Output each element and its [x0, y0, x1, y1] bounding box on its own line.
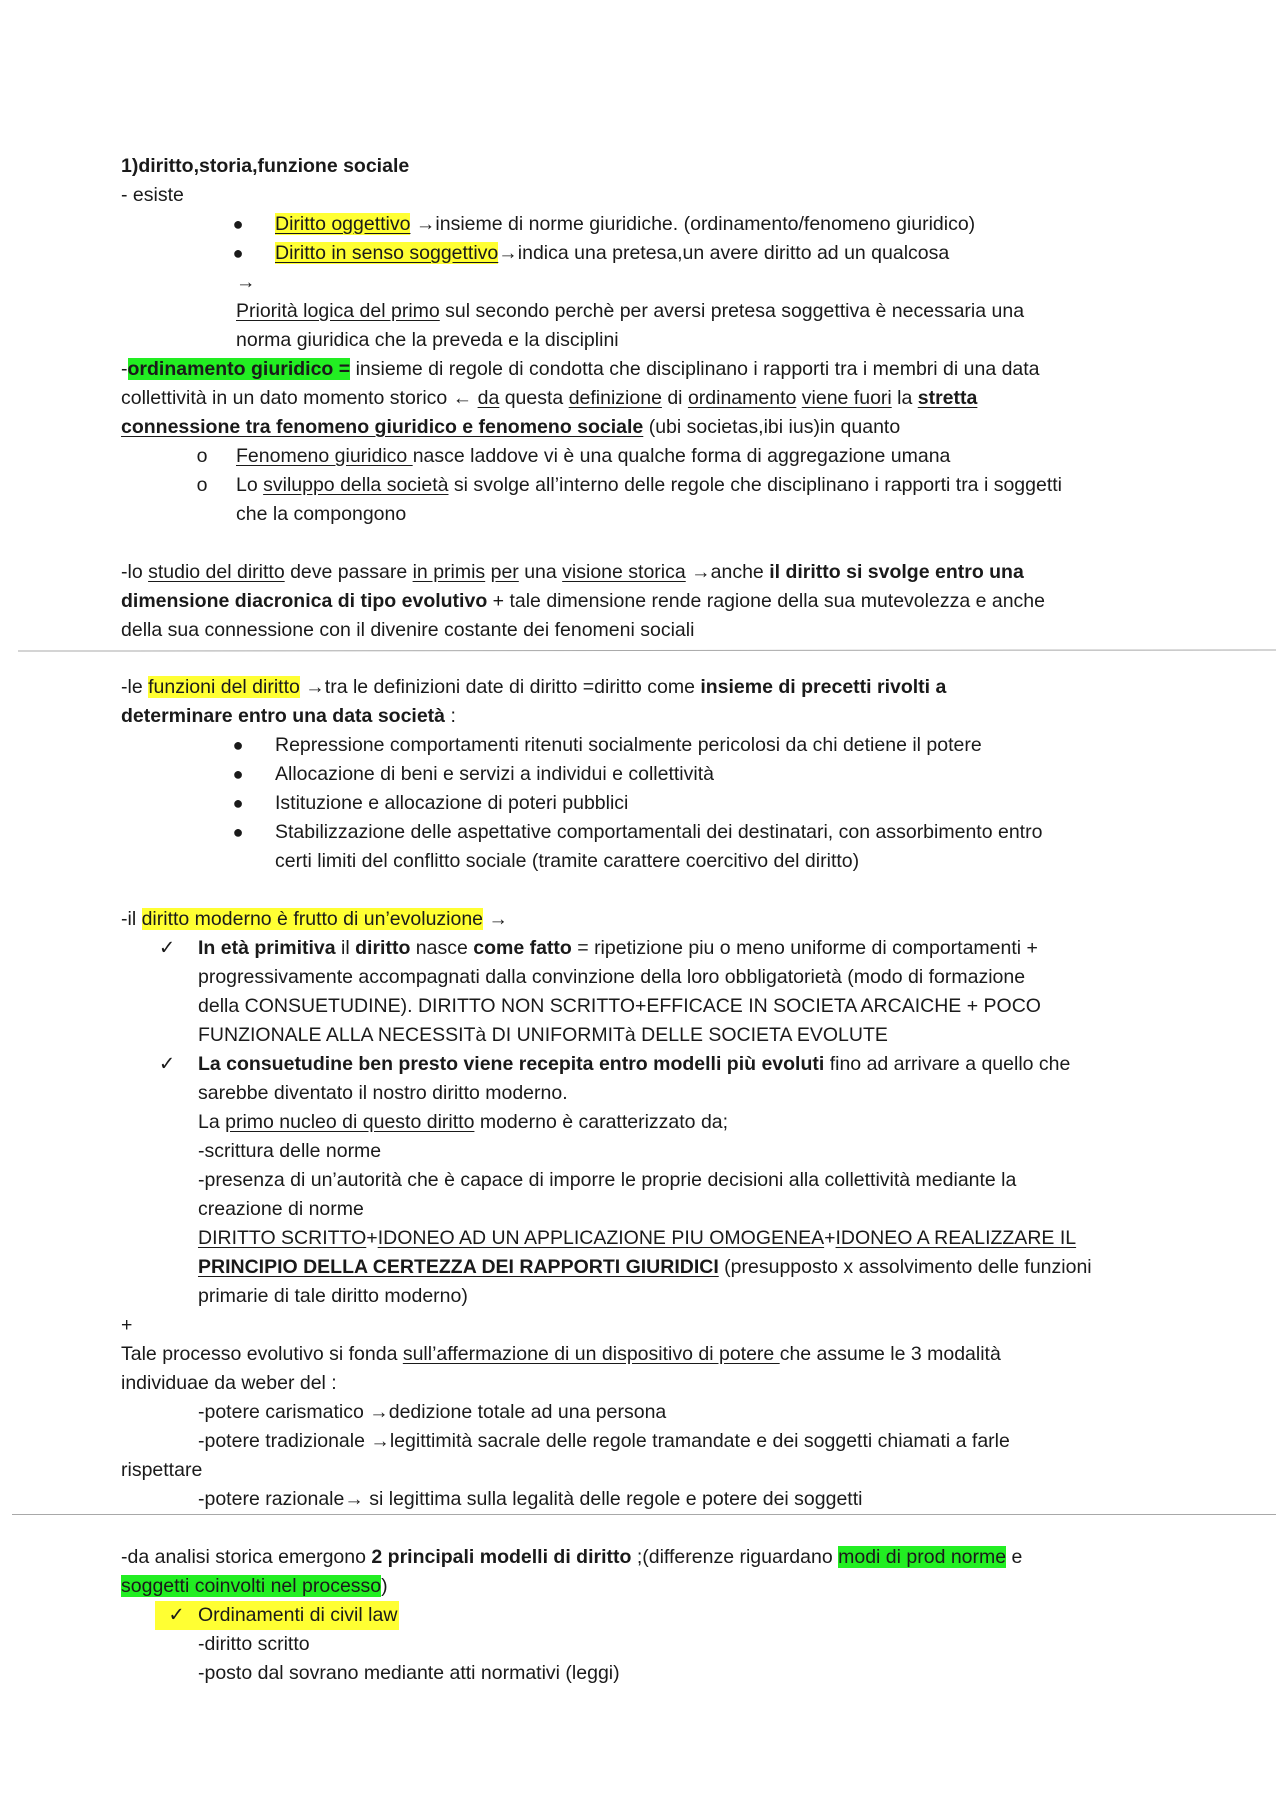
text-line: individuae da weber del : — [121, 1372, 337, 1394]
text-span: ;(differenze riguardano — [631, 1546, 839, 1568]
text-span: La — [198, 1111, 226, 1133]
highlight-funzioni: funzioni del diritto — [148, 676, 300, 698]
bullet-icon: ● — [232, 735, 244, 755]
bullet-icon: ● — [232, 764, 244, 784]
text-span: -lo — [121, 561, 149, 583]
check-icon: ✓ — [168, 1604, 185, 1626]
underlined-text: IDONEO AD UN APPLICAZIONE PIU OMOGENEA — [377, 1227, 825, 1249]
text-line: -scrittura delle norme — [198, 1140, 382, 1162]
bold-text: PRINCIPIO DELLA CERTEZZA DEI RAPPORTI GIURIDICI — [198, 1256, 719, 1278]
text-span: -le — [121, 676, 149, 698]
check-icon: ✓ — [158, 937, 176, 959]
text-span: nasce laddove vi è una qualche forma di aggregazione umana — [412, 445, 951, 467]
text-line-norma: norma giuridica che la preveda e la disciplini — [236, 329, 619, 351]
text-span: moderno è caratterizzato da; — [474, 1111, 729, 1133]
text-line: -diritto scritto — [198, 1633, 310, 1655]
bold-text: diritto — [355, 937, 411, 959]
text-line-razionale: -potere razionale→ si legittima sulla legalità delle regole e potere dei soggetti — [198, 1488, 863, 1510]
bold-text: insieme di precetti rivolti a — [700, 676, 947, 698]
text-span: →tra le definizioni date di diritto =diritto come — [299, 676, 701, 698]
text-line-soggetti — [121, 1572, 388, 1601]
horizontal-divider — [18, 649, 1276, 651]
bold-text: stretta — [917, 387, 978, 409]
circle-bullet-icon: o — [196, 445, 208, 467]
text-span: insieme di regole di condotta che disciplinano i rapporti tra i membri di una data — [350, 358, 1040, 380]
bullet-icon: ● — [232, 793, 244, 813]
text-line: progressivamente accompagnati dalla convinzione della loro obbligatorietà (modo di formazione — [198, 966, 1026, 988]
text-line-diritto-moderno — [121, 905, 508, 934]
text-line: creazione di norme — [198, 1198, 364, 1220]
text-span: : — [445, 705, 456, 727]
underlined-text: sviluppo della società — [263, 474, 449, 496]
text-line-determinare — [121, 702, 456, 731]
text-span: si svolge all’interno delle regole che disciplinano i rapporti tra i soggetti — [448, 474, 1062, 496]
text-line: rispettare — [121, 1459, 203, 1481]
underlined-text: Priorità logica del primo — [236, 300, 440, 322]
highlight-diritto-soggettivo: Diritto in senso soggettivo — [275, 242, 499, 264]
highlight-ordinamento-giuridico: ordinamento giuridico = — [127, 358, 351, 380]
section-title: 1)diritto,storia,funzione sociale — [121, 155, 410, 177]
bullet-icon: ● — [232, 214, 244, 234]
text-span: nasce — [410, 937, 474, 959]
text-span: -da analisi storica emergono — [121, 1546, 372, 1568]
text-line: sarebbe diventato il nostro diritto moderno. — [198, 1082, 568, 1104]
text-line-ordinamento — [121, 355, 1040, 384]
text-line-certezza — [198, 1253, 1092, 1282]
text-span: fino ad arrivare a quello che — [824, 1053, 1071, 1075]
text-line-collettivita — [121, 384, 977, 413]
list-item-diritto-soggettivo — [275, 239, 949, 268]
text-span: + — [366, 1227, 378, 1249]
underlined-text: in primis — [412, 561, 486, 583]
bold-text: il diritto si svolge entro una — [769, 561, 1024, 583]
circle-bullet-icon: o — [196, 474, 208, 496]
list-item-funzione: Allocazione di beni e servizi a individui e collettività — [275, 763, 714, 785]
text-span: Tale processo evolutivo si fonda — [121, 1343, 403, 1365]
bold-text: determinare entro una data società — [121, 705, 446, 727]
arrow-icon: → — [498, 242, 518, 264]
text-line: -presenza di un’autorità che è capace di imporre le proprie decisioni alla collettività mediante la — [198, 1169, 1017, 1191]
bold-text: In età primitiva — [198, 937, 336, 959]
bold-text: 2 principali modelli di diritto — [371, 1546, 632, 1568]
underlined-text: DIRITTO SCRITTO — [198, 1227, 367, 1249]
list-item-text: indica una pretesa,un avere diritto ad un qualcosa — [517, 242, 950, 264]
text-line: FUNZIONALE ALLA NECESSITà DI UNIFORMITà DELLE SOCIETA EVOLUTE — [198, 1024, 888, 1046]
text-span: che assume le 3 modalità — [779, 1343, 1001, 1365]
highlight-diritto-moderno: diritto moderno è frutto di un’evoluzione — [141, 908, 484, 930]
text-line-funzioni — [121, 673, 946, 702]
underlined-text: ordinamento — [687, 387, 797, 409]
underlined-text: primo nucleo di questo diritto — [225, 1111, 475, 1133]
list-item-text: insieme di norme giuridiche. (ordinamento/fenomeno giuridico) — [435, 213, 976, 235]
arrow-icon: → — [410, 213, 436, 235]
list-item-funzione: Istituzione e allocazione di poteri pubblici — [275, 792, 629, 814]
bold-text: connessione tra fenomeno giuridico e fenomeno sociale — [121, 416, 644, 438]
text-span: e — [1006, 1546, 1023, 1568]
text-span: collettività in un dato momento storico ← — [121, 387, 478, 409]
arrow-icon: → — [236, 271, 256, 293]
underlined-text: per — [490, 561, 519, 583]
bold-text: La consuetudine ben presto viene recepita entro modelli più evoluti — [198, 1053, 825, 1075]
list-item-funzione: Stabilizzazione delle aspettative comportamentali dei destinatari, con assorbimento entro — [275, 821, 1043, 843]
underlined-text: IDONEO A REALIZZARE IL — [835, 1227, 1077, 1249]
text-span: + — [824, 1227, 836, 1249]
text-line-divenire: della sua connessione con il divenire costante dei fenomeni sociali — [121, 619, 695, 641]
horizontal-divider — [12, 1514, 1276, 1515]
underlined-text: viene fuori — [801, 387, 892, 409]
text-span: -il — [121, 908, 142, 930]
text-line-diritto-scritto — [198, 1224, 1076, 1253]
text-span: sul secondo perchè per aversi pretesa soggettiva è necessaria una — [439, 300, 1025, 322]
highlight-modi-prod-norme: modi di prod norme — [838, 1546, 1007, 1568]
text-line-consuetudine — [198, 1050, 1070, 1079]
text-line-limiti: certi limiti del conflitto sociale (tramite carattere coercitivo del diritto) — [275, 850, 860, 872]
list-item-funzione: Repressione comportamenti ritenuti socialmente pericolosi da chi detiene il potere — [275, 734, 982, 756]
list-item-fenomeno — [236, 442, 950, 471]
bullet-icon: ● — [232, 822, 244, 842]
text-line-esiste: - esiste — [121, 184, 184, 206]
text-line-eta-primitiva — [198, 934, 1038, 963]
text-line-processo — [121, 1340, 1001, 1369]
text-span: di — [661, 387, 688, 409]
text-span: la — [891, 387, 918, 409]
text-line: della CONSUETUDINE). DIRITTO NON SCRITTO+EFFICACE IN SOCIETA ARCAICHE + POCO — [198, 995, 1041, 1017]
text-span: →anche — [685, 561, 770, 583]
underlined-text: studio del diritto — [148, 561, 285, 583]
text-line-compongono: che la compongono — [236, 503, 407, 525]
list-item-civil-law: Ordinamenti di civil law — [198, 1604, 398, 1626]
text-line-analisi — [121, 1543, 1022, 1572]
text-line-tradizionale: -potere tradizionale →legittimità sacrale delle regole tramandate e dei soggetti chiamati a farle — [198, 1430, 1010, 1452]
highlight-civil-law — [155, 1601, 399, 1630]
text-span: = ripetizione piu o meno uniforme di comportamenti + — [571, 937, 1038, 959]
text-line-carismatico: -potere carismatico →dedizione totale ad una persona — [198, 1401, 667, 1423]
text-span: - — [121, 358, 128, 380]
text-span: + tale dimensione rende ragione della sua mutevolezza e anche — [487, 590, 1045, 612]
text-span: questa — [499, 387, 569, 409]
check-icon: ✓ — [158, 1053, 176, 1075]
text-span: ) — [381, 1575, 388, 1597]
underlined-text: Fenomeno giuridico — [236, 445, 413, 467]
text-line-diacronica — [121, 587, 1045, 616]
list-item-sviluppo — [236, 471, 1062, 500]
underlined-text: da — [477, 387, 500, 409]
text-span: il — [335, 937, 356, 959]
underlined-text: visione storica — [562, 561, 686, 583]
text-span: deve passare — [284, 561, 413, 583]
text-span: Lo — [236, 474, 264, 496]
highlight-soggetti-coinvolti: soggetti coinvolti nel processo — [121, 1575, 382, 1597]
arrow-icon: → — [483, 908, 508, 930]
text-line-primo-nucleo — [198, 1108, 728, 1137]
text-line: -posto dal sovrano mediante atti normativi (leggi) — [198, 1662, 620, 1684]
list-item-diritto-oggettivo — [275, 210, 975, 239]
text-line-connessione — [121, 413, 900, 442]
text-line: primarie di tale diritto moderno) — [198, 1285, 468, 1307]
underlined-text: definizione — [568, 387, 662, 409]
highlight-diritto-oggettivo: Diritto oggettivo — [275, 213, 411, 235]
bold-text: come fatto — [473, 937, 572, 959]
underlined-text: sull’affermazione di un dispositivo di potere — [402, 1343, 780, 1365]
bullet-icon: ● — [232, 243, 244, 263]
text-span: una — [518, 561, 563, 583]
text-span: (presupposto x assolvimento delle funzioni — [718, 1256, 1092, 1278]
text-line-priorita — [236, 297, 1024, 326]
text-line-studio — [121, 558, 1024, 587]
plus-sign: + — [121, 1314, 133, 1336]
text-span: (ubi societas,ibi ius)in quanto — [643, 416, 901, 438]
bold-text: dimensione diacronica di tipo evolutivo — [121, 590, 488, 612]
